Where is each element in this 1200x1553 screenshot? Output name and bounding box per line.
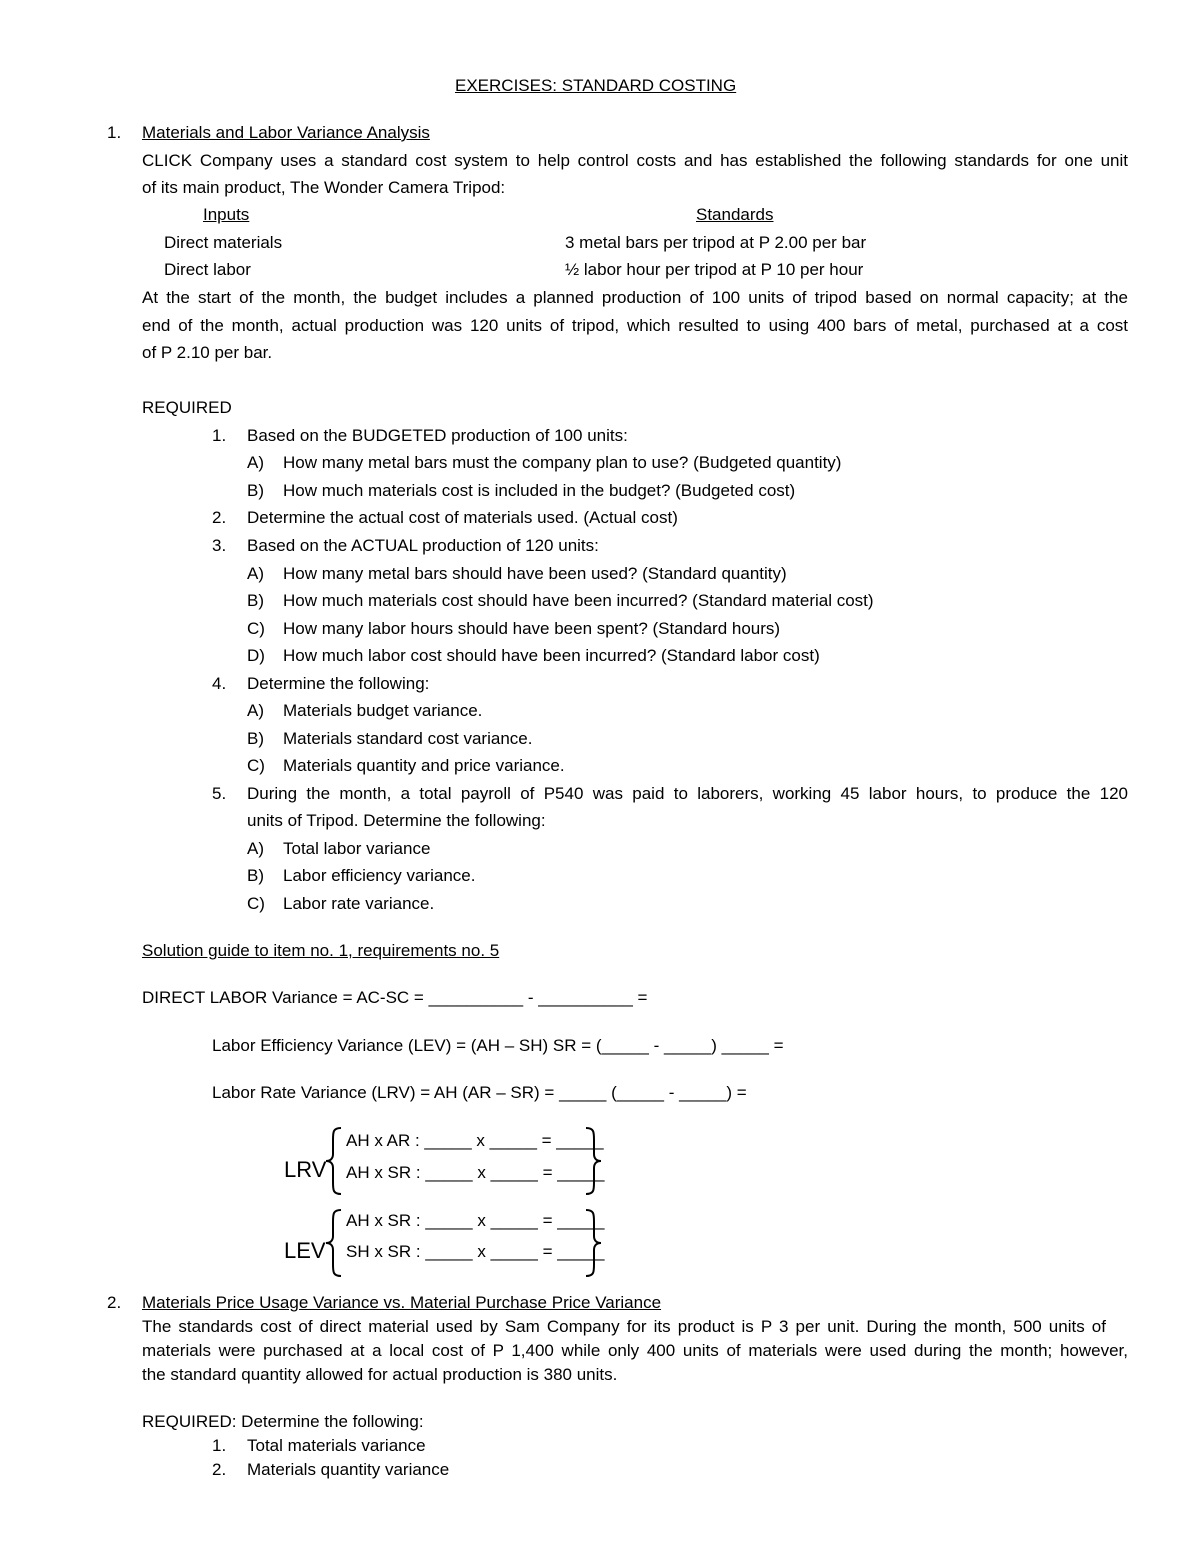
- standard-direct-materials: 3 metal bars per tripod at P 2.00 per bar: [565, 233, 867, 252]
- exercise-1-paragraph-line: of P 2.10 per bar.: [142, 343, 273, 362]
- req-text: Based on the ACTUAL production of 120 units:: [247, 536, 599, 555]
- exercise-1-paragraph-line: At the start of the month, the budget includes a planned production of 100 units of tripod based on normal capacity; at the: [142, 288, 1128, 307]
- exercise-1-number: 1.: [107, 123, 122, 142]
- req-letter: C): [247, 894, 265, 913]
- exercise-2-required: REQUIRED: Determine the following:: [142, 1412, 424, 1431]
- page-title: EXERCISES: STANDARD COSTING: [455, 76, 737, 95]
- req-letter: A): [247, 564, 264, 583]
- exercise-1-intro-line: CLICK Company uses a standard cost system to help control costs and has established the following standards for one unit: [142, 151, 1128, 170]
- direct-labor-variance-formula: DIRECT LABOR Variance = AC-SC = __________ - __________ =: [142, 988, 648, 1007]
- exercise-2-paragraph-line: the standard quantity allowed for actual production is 380 units.: [142, 1365, 618, 1384]
- lev-label: LEV: [284, 1238, 326, 1263]
- req-letter: B): [247, 866, 264, 885]
- req-letter: B): [247, 729, 264, 748]
- req-number: 2.: [212, 1460, 227, 1479]
- req-text: Based on the BUDGETED production of 100 units:: [247, 426, 628, 445]
- left-brace-icon: [323, 1208, 345, 1278]
- req-letter: D): [247, 646, 265, 665]
- req-text: How much materials cost is included in the budget? (Budgeted cost): [283, 481, 796, 500]
- req-number: 4.: [212, 674, 227, 693]
- exercise-2-number: 2.: [107, 1293, 122, 1312]
- req-text: Labor efficiency variance.: [283, 866, 476, 885]
- req-text: How many metal bars should have been used? (Standard quantity): [283, 564, 787, 583]
- req-text: How much labor cost should have been incurred? (Standard labor cost): [283, 646, 820, 665]
- req-text: Total materials variance: [247, 1436, 426, 1455]
- req-letter: B): [247, 591, 264, 610]
- right-brace-icon: [582, 1208, 604, 1278]
- lrv-label: LRV: [284, 1157, 327, 1182]
- input-direct-labor: Direct labor: [164, 260, 251, 279]
- req-text: units of Tripod. Determine the following:: [247, 811, 546, 830]
- solution-guide-heading: Solution guide to item no. 1, requirements no. 5: [142, 941, 500, 960]
- lrv-formula: Labor Rate Variance (LRV) = AH (AR – SR) = _____ (_____ - _____) =: [212, 1083, 747, 1102]
- req-text: Labor rate variance.: [283, 894, 435, 913]
- inputs-column-header: Inputs: [203, 205, 250, 224]
- req-number: 3.: [212, 536, 227, 555]
- required-heading: REQUIRED: [142, 398, 232, 417]
- req-text: Materials standard cost variance.: [283, 729, 533, 748]
- req-text: How many labor hours should have been spent? (Standard hours): [283, 619, 781, 638]
- lrv-line-ah-sr: AH x SR : _____ x _____ = _____: [346, 1163, 605, 1182]
- req-letter: A): [247, 453, 264, 472]
- req-text: Materials quantity variance: [247, 1460, 450, 1479]
- lev-line-ah-sr: AH x SR : _____ x _____ = _____: [346, 1211, 605, 1230]
- req-letter: A): [247, 701, 264, 720]
- req-text: Determine the following:: [247, 674, 430, 693]
- right-brace-icon: [582, 1126, 604, 1196]
- exercise-2-paragraph-line: The standards cost of direct material used by Sam Company for its product is P 3 per unit. During the month, 500 units of: [142, 1317, 1106, 1336]
- req-text: Total labor variance: [283, 839, 431, 858]
- req-letter: A): [247, 839, 264, 858]
- req-text: During the month, a total payroll of P540 was paid to laborers, working 45 labor hours, to produce the 120: [247, 784, 1128, 803]
- standards-column-header: Standards: [696, 205, 774, 224]
- exercise-1-intro-line: of its main product, The Wonder Camera Tripod:: [142, 178, 506, 197]
- standard-direct-labor: ½ labor hour per tripod at P 10 per hour: [565, 260, 864, 279]
- req-number: 5.: [212, 784, 227, 803]
- req-number: 1.: [212, 426, 227, 445]
- req-letter: C): [247, 756, 265, 775]
- req-text: How many metal bars must the company plan to use? (Budgeted quantity): [283, 453, 842, 472]
- exercise-2-paragraph-line: materials were purchased at a local cost of P 1,400 while only 400 units of materials were used during the month; however,: [142, 1341, 1128, 1360]
- req-text: How much materials cost should have been incurred? (Standard material cost): [283, 591, 874, 610]
- exercise-1-paragraph-line: end of the month, actual production was 120 units of tripod, which resulted to using 400 bars of metal, purchased at a cost: [142, 316, 1128, 335]
- left-brace-icon: [323, 1126, 345, 1196]
- input-direct-materials: Direct materials: [164, 233, 283, 252]
- exercise-1-heading: Materials and Labor Variance Analysis: [142, 123, 430, 142]
- req-text: Materials quantity and price variance.: [283, 756, 565, 775]
- req-number: 2.: [212, 508, 227, 527]
- req-number: 1.: [212, 1436, 227, 1455]
- lrv-line-ah-ar: AH x AR : _____ x _____ = _____: [346, 1131, 604, 1150]
- exercise-2-heading: Materials Price Usage Variance vs. Material Purchase Price Variance: [142, 1293, 662, 1312]
- req-text: Materials budget variance.: [283, 701, 483, 720]
- req-letter: C): [247, 619, 265, 638]
- req-letter: B): [247, 481, 264, 500]
- lev-formula: Labor Efficiency Variance (LEV) = (AH – SH) SR = (_____ - _____) _____ =: [212, 1036, 784, 1055]
- req-text: Determine the actual cost of materials used. (Actual cost): [247, 508, 678, 527]
- lev-line-sh-sr: SH x SR : _____ x _____ = _____: [346, 1242, 605, 1261]
